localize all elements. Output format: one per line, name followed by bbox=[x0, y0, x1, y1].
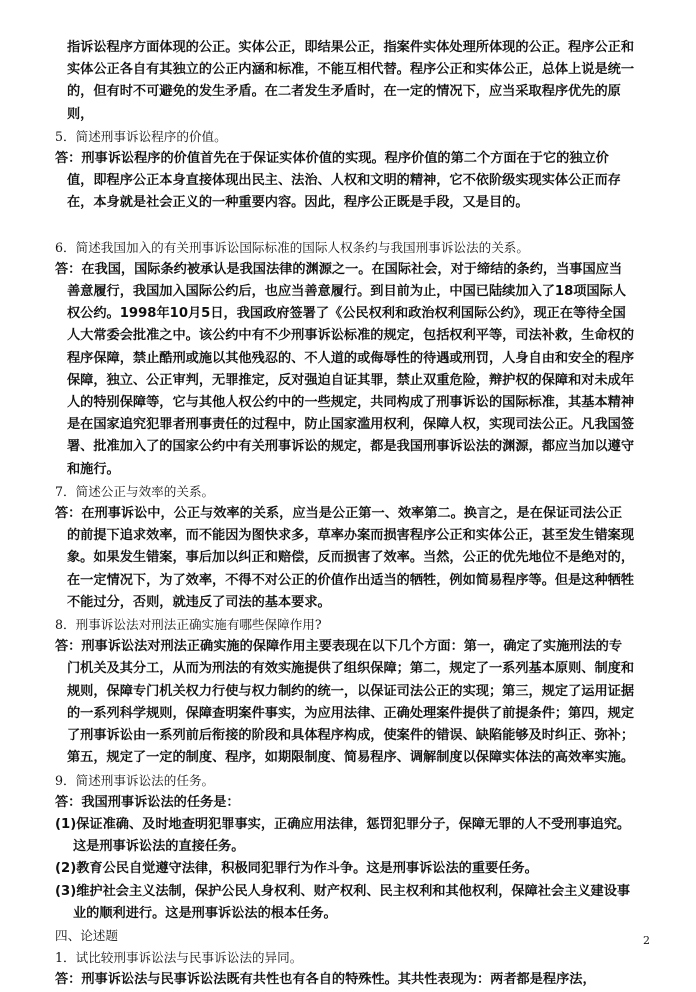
question-7: 7．简述公正与效率的关系。 bbox=[55, 483, 215, 499]
task-item-2: (2)教育公民自觉遵守法律，积极同犯罪行为作斗争。这是刑事诉讼法的重要任务。 bbox=[55, 861, 538, 877]
question-5: 5．简述刑事诉讼程序的价值。 bbox=[55, 128, 227, 144]
section-heading: 四、论述题 bbox=[55, 927, 118, 943]
answer-8: 答：刑事诉讼法对刑法正确实施的保障作用主要表现在以下几个方面：第一，确定了实施刑法的专门机关及其分工，从而为刑法的有效实施提供了组织保障；第二，规定了一系列基本原则、制度和规则，保障专门机关权力行使与权力制约的统一，以保证司法公正的实现；第三，规定了运用证据的一系列科学规则，保障查明案件事实，为应用法律、正确处理案件提供了前提条件；第四，规定了刑事诉讼由一系列前后衔接的阶段和具体程序构成，使案件的错误、缺陷能够及时纠正、弥补；第五，规定了一定的制度、程序，如期限制度、简易程序、调解制度以保障实体法的高效率实施。 bbox=[55, 639, 635, 766]
essay-answer-1: 答：刑事诉讼法与民事诉讼法既有共性也有各自的特殊性。其共性表现为：两者都是程序法， bbox=[55, 972, 596, 988]
answer-6: 答：在我国，国际条约被承认是我国法律的渊源之一。在国际社会，对于缔结的条约，当事国应当善意履行，我国加入国际公约后，也应当善意履行。到目前为止，中国已陆续加入了18项国际人权公约。1998年10月5日，我国政府签署了《公民权利和政治权利国际公约》，现正在等待全国人大常委会批准之中。该公约中有不少刑事诉讼标准的规定，包括权利平等，司法补救，生命权的程序保障，禁止酷刑或施以其他残忍的、不人道的或侮辱性的待遇或刑罚，人身自由和安全的程序保障，独立、公正审判，无罪推定，反对强迫自证其罪，禁止双重危险，辩护权的保障和对未成年人的特别保障等，它与其他人权公约中的一些规定，共同构成了刑事诉讼的国际标准，其基本精神是在国家追究犯罪者刑事责任的过程中，防止国家滥用权利，保障人权，实现司法公正。凡我国签署、批准加入了的国家公约中有关刑事诉讼的规定，都是我国刑事诉讼法的渊源，都应当加以遵守和施行。 bbox=[55, 261, 635, 477]
question-8: 8．刑事诉讼法对刑法正确实施有哪些保障作用? bbox=[55, 617, 322, 633]
answer-7: 答：在刑事诉讼中，公正与效率的关系，应当是公正第一、效率第二。换言之，是在保证司法公正的前提下追求效率，而不能因为图快求多，草率办案而损害程序公正和实体公正，甚至发生错案现象。如果发生错案，事后加以纠正和赔偿，反而损害了效率。当然，公正的优先地位不是绝对的，在一定情况下，为了效率，不得不对公正的价值作出适当的牺牲，例如简易程序等。但是这种牺牲不能过分，否则，就违反了司法的基本要求。 bbox=[55, 506, 635, 610]
answer-continuation: 指诉讼程序方面体现的公正。实体公正，即结果公正，指案件实体处理所体现的公正。程序公正和实体公正各自有其独立的公正内涵和标准，不能互相代替。程序公正和实体公正，总体上说是统一的，但有时不可避免的发生矛盾。在二者发生矛盾时，在一定的情况下，应当采取程序优先的原则， bbox=[67, 40, 635, 122]
question-9: 9．简述刑事诉讼法的任务。 bbox=[55, 772, 215, 788]
essay-question-1: 1．试比较刑事诉讼法与民事诉讼法的异同。 bbox=[55, 950, 303, 966]
blank-line bbox=[55, 215, 635, 237]
page-content bbox=[55, 37, 635, 992]
question-6: 6．简述我国加入的有关刑事诉讼国际标准的国际人权条约与我国刑事诉讼法的关系。 bbox=[55, 239, 529, 255]
answer-9: 答：我国刑事诉讼法的任务是： bbox=[55, 794, 240, 810]
task-item-1: (1)保证准确、及时地查明犯罪事实，正确应用法律，惩罚犯罪分子，保障无罪的人不受刑事追究。这是刑事诉讼法的直接任务。 bbox=[55, 816, 631, 855]
task-item-3: (3)维护社会主义法制，保护公民人身权利、财产权利、民主权利和其他权利，保障社会主义建设事业的顺利进行。这是刑事诉讼法的根本任务。 bbox=[55, 883, 631, 921]
answer-5: 答：刑事诉讼程序的价值首先在于保证实体价值的实现。程序价值的第二个方面在于它的独立价值，即程序公正本身直接体现出民主、法治、人权和文明的精神，它不依阶级实现实体公正而存在，本身就是社会正义的一种重要内容。因此，程序公正既是手段，又是目的。 bbox=[55, 151, 621, 211]
page-number: 2 bbox=[643, 934, 650, 947]
